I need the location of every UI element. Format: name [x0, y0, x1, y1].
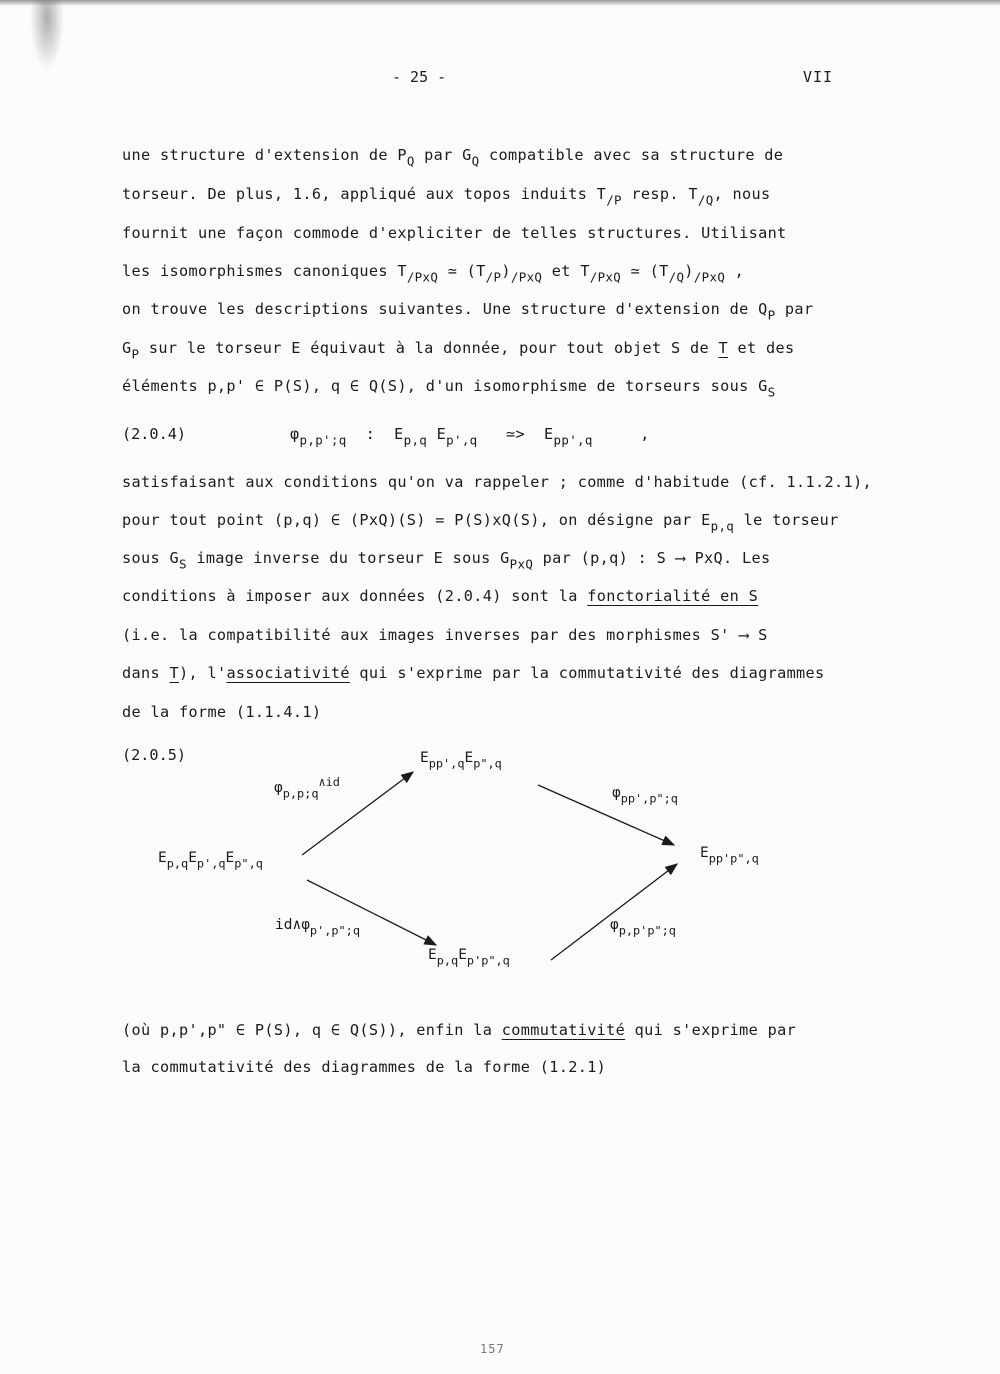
text-line-6: $G_P$ sur le torseur E équivaut à la donnée, pour tout objet S de T et des — [122, 339, 795, 362]
text-line-7: éléments p,p' ∈ P(S), q ∈ Q(S), d'un isomorphisme de torseurs sous $G_S$ — [122, 377, 776, 400]
diagram-label-lower-left: $id\wedge\varphi_{p',p";q}$ — [275, 917, 360, 938]
diagram-label-lower-right: $\varphi_{p,p'p";q}$ — [610, 917, 676, 938]
text-line-12: conditions à imposer aux données (2.0.4) sont la fonctorialité en S — [122, 587, 759, 605]
equation-label-2-0-4: (2.0.4) — [122, 425, 187, 443]
text-line-9: satisfaisant aux conditions qu'on va rappeler ; comme d'habitude (cf. 1.1.2.1), — [122, 473, 872, 491]
diagram-node-top: $E_{pp',q}E_{p",q}$ — [420, 750, 502, 771]
diagram-node-bottom: $E_{p,q}E_{p'p",q}$ — [428, 947, 510, 968]
text-line-17: la commutativité des diagrammes de la forme (1.2.1) — [122, 1058, 607, 1076]
footer-page-number: 157 — [480, 1342, 505, 1356]
text-line-13: (i.e. la compatibilité aux images inverses par des morphismes S' ⟶ S — [122, 626, 768, 644]
diagram-node-left: $E_{p,q}E_{p',q}E_{p",q}$ — [158, 850, 263, 871]
text-line-2: torseur. De plus, 1.6, appliqué aux topos induits $T_{/P}$ resp. $T_{/Q}$, nous — [122, 185, 771, 208]
text-line-16: (où p,p',p" ∈ P(S), q ∈ Q(S)), enfin la commutativité qui s'exprime par — [122, 1021, 797, 1039]
chapter-number: VII — [803, 68, 834, 86]
diagram-node-right: $E_{pp'p",q}$ — [700, 845, 759, 866]
equation-label-2-0-5: (2.0.5) — [122, 746, 187, 764]
equation-2-0-4: $\varphi_{p,p';q}$ : $E_{p,q}$ $E_{p',q}$ ≃> $E_{pp',q}$ , — [290, 425, 650, 448]
text-line-15: de la forme (1.1.4.1) — [122, 703, 322, 721]
diagram-label-upper-left: $\varphi_{p,p;q}^{\wedge id}$ — [274, 775, 340, 801]
text-line-1: une structure d'extension de $P_Q$ par $G_Q$ compatible avec sa structure de — [122, 146, 784, 169]
text-line-4: les isomorphismes canoniques $T_{/PxQ}$ ≃ $(T_{/P})_{/PxQ}$ et $T_{/PxQ}$ ≃ $(T_{/Q})_{/PxQ}$ , — [122, 262, 745, 285]
text-line-10: pour tout point (p,q) ∈ (PxQ)(S) = P(S)xQ(S), on désigne par $E_{p,q}$ le torseur — [122, 511, 839, 534]
text-line-5: on trouve les descriptions suivantes. Une structure d'extension de $Q_P$ par — [122, 300, 814, 323]
text-line-14: dans T), l'associativité qui s'exprime par la commutativité des diagrammes — [122, 664, 825, 682]
page-number: - 25 - — [392, 68, 447, 86]
text-line-11: sous $G_S$ image inverse du torseur E sous $G_{PxQ}$ par (p,q) : S ⟶ PxQ. Les — [122, 549, 771, 572]
arrow-bottom-to-right — [551, 864, 677, 960]
diagram-label-upper-right: $\varphi_{pp',p";q}$ — [612, 785, 678, 806]
text-line-3: fournit une façon commode d'expliciter de telles structures. Utilisant — [122, 224, 787, 242]
